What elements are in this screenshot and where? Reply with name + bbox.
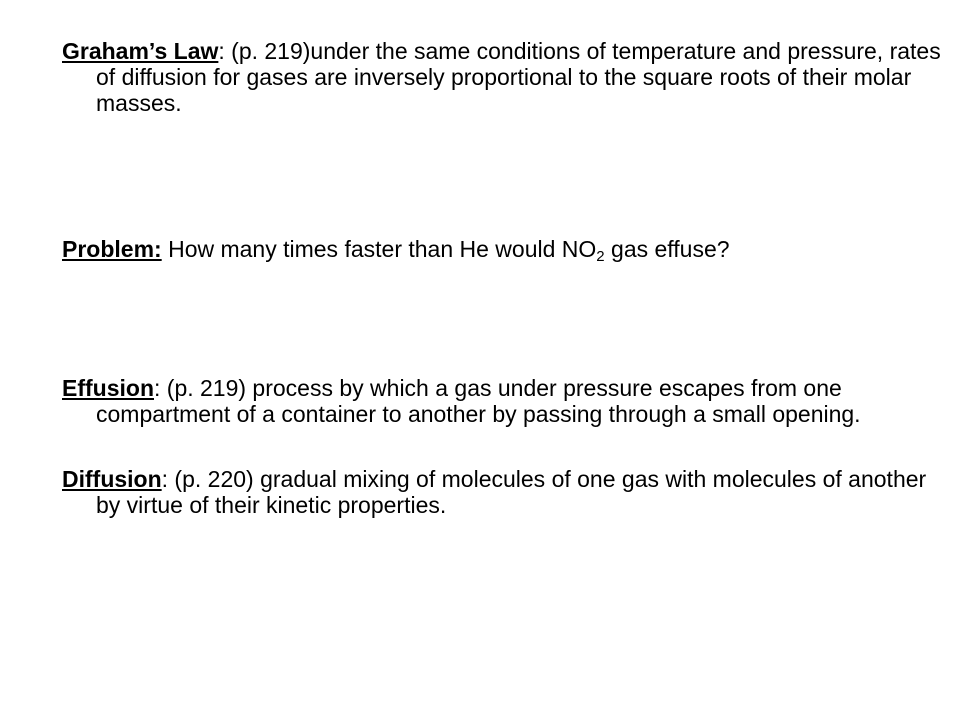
diffusion-paragraph [62,466,946,518]
problem-text-end: gas effuse? [604,236,730,262]
problem-term: Problem: [62,236,162,262]
diffusion-definition: : (p. 220) gradual mixing of molecules of one gas with molecules of another by virtue of their kinetic properties. [96,466,927,518]
effusion-paragraph [62,375,946,427]
problem-paragraph [62,236,946,265]
diffusion-term: Diffusion [62,466,162,492]
no2-subscript: 2 [596,248,605,265]
grahams-law-definition: : (p. 219)under the same conditions of temperature and pressure, rates of diffusion for gases are inversely proportional to the square roots of their molar masses. [96,38,941,116]
problem-text: How many times faster than He would NO [161,236,597,262]
grahams-law-term: Graham’s Law [62,38,219,64]
effusion-term: Effusion [62,375,154,401]
effusion-definition: : (p. 219) process by which a gas under pressure escapes from one compartment of a container to another by passing through a small opening. [96,375,861,427]
grahams-law-paragraph [62,38,946,116]
